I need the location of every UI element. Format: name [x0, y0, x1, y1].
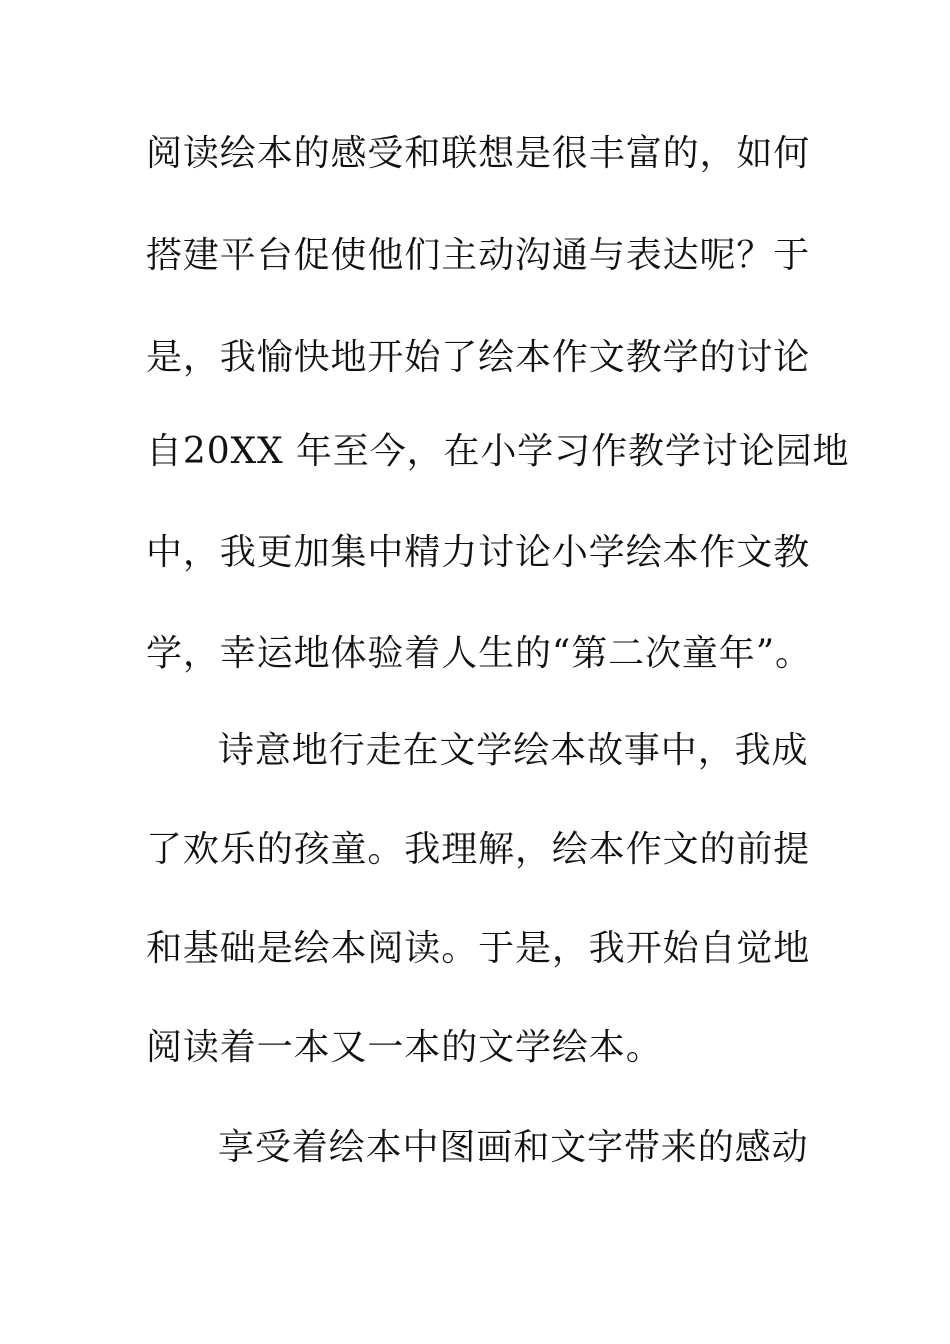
text-line-8: 了欢乐的孩童。我理解，绘本作文的前提 [146, 829, 811, 870]
text-line-5: 中，我更加集中精力讨论小学绘本作文教 [146, 532, 811, 573]
text-line-2: 搭建平台促使他们主动沟通与表达呢？于 [146, 235, 811, 276]
text-line-11-paragraph-start: 享受着绘本中图画和文字带来的感动 [218, 1127, 809, 1168]
text-line-10: 阅读着一本又一本的文学绘本。 [146, 1027, 663, 1068]
text-line-6: 学，幸运地体验着人生的“第二次童年”。 [146, 633, 812, 674]
text-line-1: 阅读绘本的感受和联想是很丰富的，如何 [146, 133, 811, 174]
text-line-7-paragraph-start: 诗意地行走在文学绘本故事中，我成 [218, 730, 809, 771]
text-line-9: 和基础是绘本阅读。于是，我开始自觉地 [146, 928, 811, 969]
text-line-3: 是，我愉快地开始了绘本作文教学的讨论 [146, 337, 811, 378]
text-line-4: 自20XX 年至今，在小学习作教学讨论园地 [146, 431, 850, 472]
